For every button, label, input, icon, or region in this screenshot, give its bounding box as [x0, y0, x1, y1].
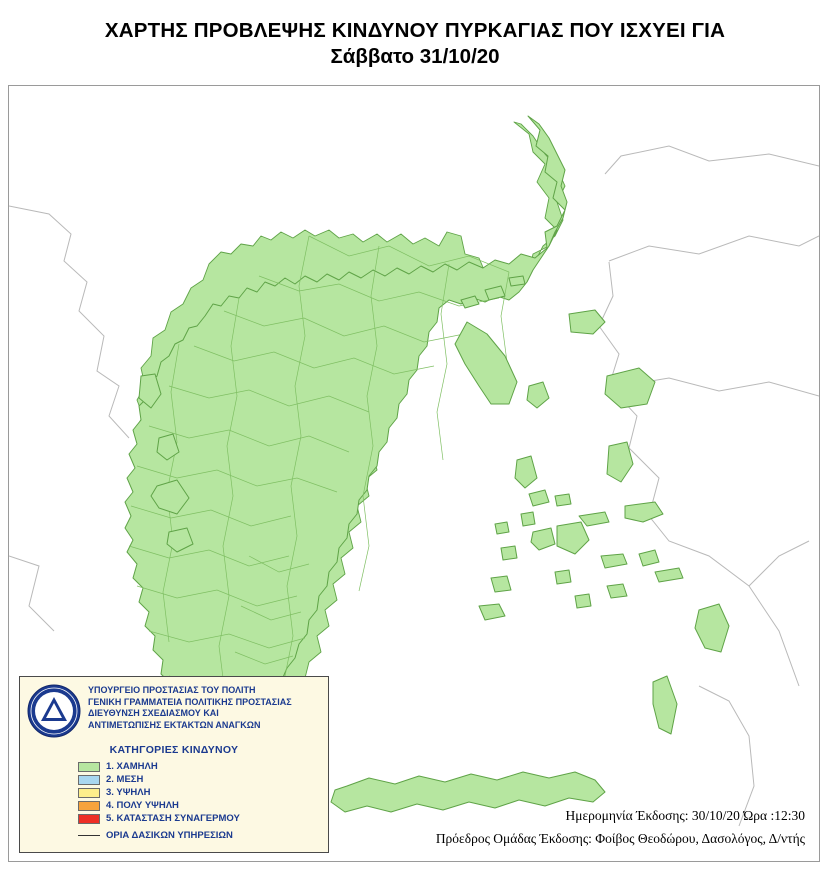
page-title: [0, 0, 830, 69]
legend-label-2: 2. ΜΕΣΗ: [106, 774, 144, 785]
issue-date-line: Ημερομηνία Έκδοσης: 30/10/20 Ώρα :12:30: [565, 808, 805, 824]
legend-swatch-medium: [78, 775, 100, 785]
legend-boundary-row: [26, 830, 322, 841]
title-line-1: ΧΑΡΤΗΣ ΠΡΟΒΛΕΨΗΣ ΚΙΝΔΥΝΟΥ ΠΥΡΚΑΓΙΑΣ ΠΟΥ ΙΣΧΥΕΙ ΓΙΑ: [104, 19, 726, 42]
legend-label-1: 1. ΧΑΜΗΛΗ: [106, 761, 158, 772]
org-line-1: ΥΠΟΥΡΓΕΙΟ ΠΡΟΣΤΑΣΙΑΣ ΤΟΥ ΠΟΛΙΤΗ: [88, 685, 256, 695]
organization-lines: [88, 683, 292, 731]
issue-author-line: Πρόεδρος Ομάδας Έκδοσης: Φοίβος Θεοδώρου, Δασολόγος, Δ/ντής: [435, 831, 805, 847]
legend-boundary-label: ΟΡΙΑ ΔΑΣΙΚΩΝ ΥΠΗΡΕΣΙΩΝ: [106, 830, 233, 841]
org-line-2: ΓΕΝΙΚΗ ΓΡΑΜΜΑΤΕΙΑ ΠΟΛΙΤΙΚΗΣ ΠΡΟΣΤΑΣΙΑΣ: [88, 696, 292, 707]
org-line-4: ΑΝΤΙΜΕΤΩΠΙΣΗΣ ΕΚΤΑΚΤΩΝ ΑΝΑΓΚΩΝ: [88, 719, 261, 730]
legend-item-3: [78, 786, 322, 799]
legend-swatch-very-high: [78, 801, 100, 811]
legend-item-5: [78, 812, 322, 825]
fire-risk-map[interactable]: [8, 85, 820, 862]
legend-swatch-low: [78, 762, 100, 772]
legend-item-4: [78, 799, 322, 812]
legend-label-3: 3. ΥΨΗΛΗ: [106, 787, 151, 798]
legend-header: [26, 683, 322, 739]
org-line-3: ΔΙΕΥΘΥΝΣΗ ΣΧΕΔΙΑΣΜΟΥ ΚΑΙ: [88, 708, 219, 719]
mainland-greece: [125, 116, 567, 708]
legend-swatch-alert: [78, 814, 100, 824]
boundary-line-icon: [78, 835, 100, 836]
legend-swatch-high: [78, 788, 100, 798]
legend-title: ΚΑΤΗΓΟΡΙΕΣ ΚΙΝΔΥΝΟΥ: [109, 744, 239, 756]
legend-items: [26, 760, 322, 825]
issue-credits: [436, 805, 805, 851]
title-line-2: Σάββατο 31/10/20: [330, 44, 500, 68]
legend-panel: [19, 676, 329, 853]
legend-label-5: 5. ΚΑΤΑΣΤΑΣΗ ΣΥΝΑΓΕΡΜΟΥ: [106, 813, 240, 824]
legend-label-4: 4. ΠΟΛΥ ΥΨΗΛΗ: [106, 800, 179, 811]
legend-item-2: [78, 773, 322, 786]
civil-protection-emblem-icon: [26, 683, 82, 739]
legend-item-1: [78, 760, 322, 773]
